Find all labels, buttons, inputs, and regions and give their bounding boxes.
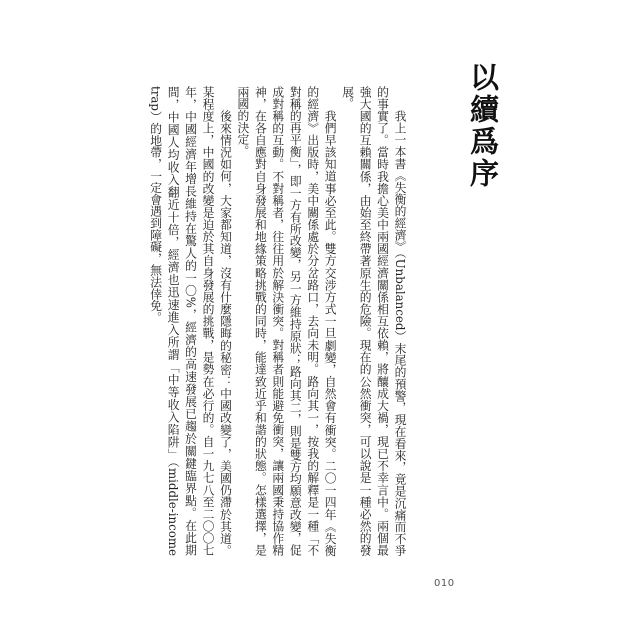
chapter-title: 以續爲序 bbox=[466, 62, 500, 190]
paragraph: 後來情況如何，大家都知道，沒有什麼隱晦的秘密：中國改變了，美國仍滯於其道。某程度上，中國的改變是迫於其自身發展的挑戰，是勢在必行的。自一九七八至二〇〇七年，中國經濟年增長維持在驚人的一〇%，經濟的高速發展已趨於關鍵臨界點。在此期間，中國人均收入翻近十倍，經濟也迅速進入所謂「中等收入陷阱」（middle-income trap）的地帶，一定會遇到障礙，無法倖免。 bbox=[148, 86, 233, 556]
paragraph: 我們早該知道事必至此。雙方交涉方式一旦劇變，自然會有衝突。二〇一四年《失衡的經濟》出版時，美中關係處於分岔路口，去向未明。路向其一，按我的解釋是一種「不對稱的再平衡」，即一方有所改變，另一方維持原狀；路向其二，則是雙方均願意改變，促成對稱的互動。不對稱者，往往用於解決衝突。對稱者則能避免衝突，讓兩國秉持協作精神，在各自應對自身發展和地緣策略挑戰的同時，能達致近乎和諧的狀態。怎樣選擇，是兩國的決定。 bbox=[235, 86, 338, 556]
page-number: 010 bbox=[434, 578, 455, 589]
paragraph: 我上一本書《失衡的經濟》（Unbalanced）末尾的預警，現在看來，竟是沉痛而不爭的事實了。當時我擔心美中兩國經濟關係相互依賴，將釀成大禍，現已不幸言中。兩個最強大國的互賴關係，由始至終帶著原生的危險。現在的公然衝突，可以說是一種必然的發展。 bbox=[340, 86, 407, 556]
body-text bbox=[148, 86, 408, 556]
